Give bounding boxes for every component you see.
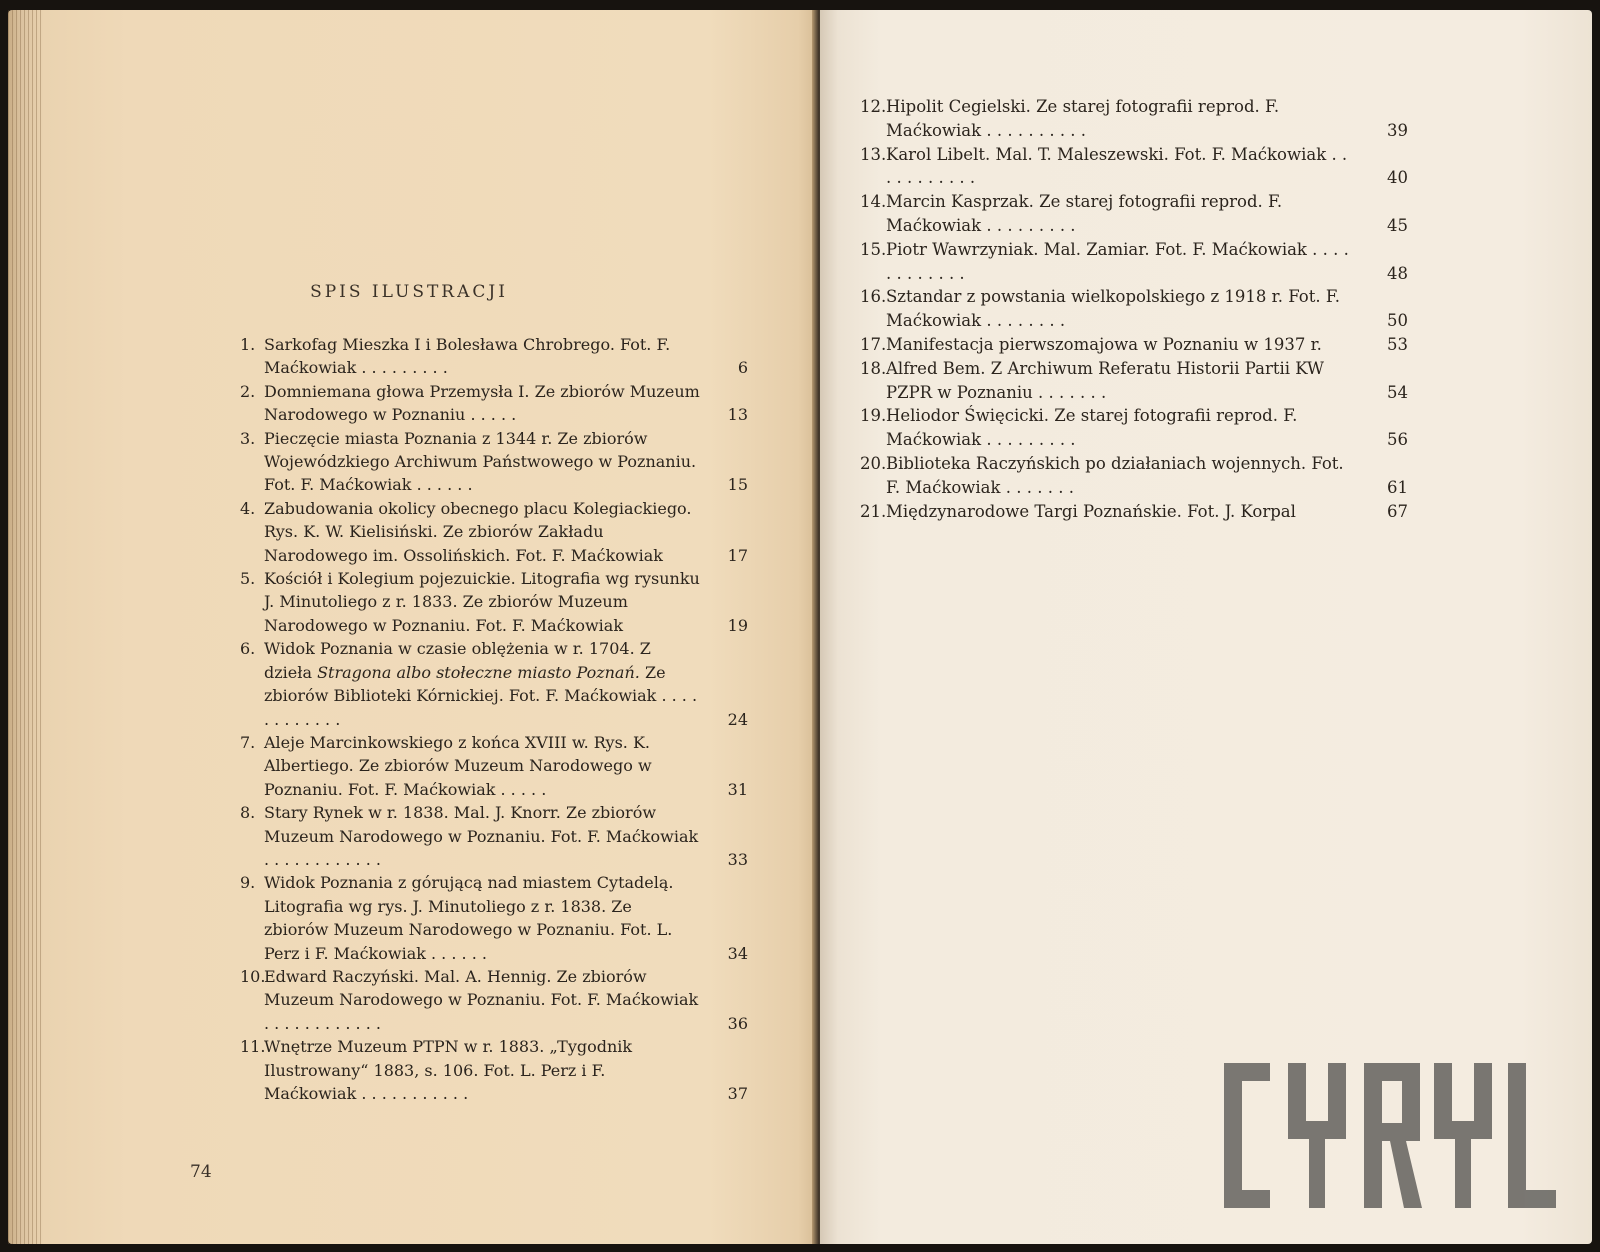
entry-text: Aleje Marcinkowskiego z końca XVIII w. Rys. K. Albertiego. Ze zbiorów Muzeum Narodowego w Poznaniu. Fot. F. Maćkowiak . . . . .	[264, 732, 652, 799]
entry-text: Międzynarodowe Targi Poznańskie. Fot. J. Korpal	[886, 501, 1296, 521]
entry-page: 48	[1387, 263, 1408, 283]
list-item	[860, 357, 1408, 405]
entry-page: 33	[727, 849, 748, 869]
entry-text: Wnętrze Muzeum PTPN w r. 1883. „Tygodnik Ilustrowany“ 1883, s. 106. Fot. L. Perz i F. Maćkowiak . . . . . . . . . . .	[264, 1037, 633, 1103]
list-item	[240, 637, 748, 731]
entry-number: 15.	[860, 239, 887, 259]
entry-number: 3.	[240, 428, 256, 448]
list-item	[860, 404, 1408, 452]
entry-number: 8.	[240, 803, 256, 823]
entry-text: Manifestacja pierwszomajowa w Poznaniu w 1937 r.	[886, 334, 1322, 354]
list-item	[860, 452, 1408, 500]
entry-page: 36	[727, 1013, 748, 1033]
entry-page: 31	[727, 779, 748, 799]
entry-page: 17	[727, 545, 748, 565]
list-item	[240, 1035, 748, 1105]
entry-text: Karol Libelt. Mal. T. Maleszewski. Fot. F. Maćkowiak . . . . . . . . . . .	[886, 144, 1348, 188]
entry-text: Biblioteka Raczyńskich po działaniach wojennych. Fot. F. Maćkowiak . . . . . . .	[886, 453, 1344, 497]
list-item	[240, 380, 748, 427]
entry-page: 50	[1387, 311, 1408, 331]
entry-page: 39	[1387, 120, 1408, 140]
list-item	[860, 500, 1408, 524]
illustration-list-left	[240, 333, 748, 1105]
entry-text-before: Widok Poznania w czasie oblężenia w r. 1704. Z dzieła	[264, 639, 651, 682]
entry-text: Heliodor Święcicki. Ze starej fotografii reprod. F. Maćkowiak . . . . . . . . .	[886, 406, 1298, 450]
list-item	[240, 497, 748, 567]
page-edge-stack	[8, 10, 42, 1244]
entry-number: 21.	[860, 501, 887, 521]
entry-text	[264, 637, 700, 731]
entry-number: 14.	[860, 192, 887, 212]
entry-text: Zabudowania okolicy obecnego placu Kolegiackiego. Rys. K. W. Kielisiński. Ze zbiorów Zakładu Narodowego im. Ossolińskich. Fot. F. Maćkowiak	[264, 498, 692, 565]
entry-text: Sztandar z powstania wielkopolskiego z 1918 r. Fot. F. Maćkowiak . . . . . . . .	[886, 287, 1340, 331]
entry-text: Marcin Kasprzak. Ze starej fotografii reprod. F. Maćkowiak . . . . . . . . .	[886, 192, 1283, 235]
entry-text: Alfred Bem. Z Archiwum Referatu Historii Partii KW PZPR w Poznaniu . . . . . . .	[886, 358, 1324, 402]
entry-page: 61	[1387, 477, 1408, 497]
entry-text: Domniemana głowa Przemysła I. Ze zbiorów Muzeum Narodowego w Poznaniu . . . . .	[264, 381, 700, 425]
entry-number: 5.	[240, 569, 256, 589]
entry-text-italic-title: Stragona albo stołeczne miasto Poznań.	[317, 662, 640, 682]
entry-page: 6	[737, 358, 748, 378]
entry-number: 10.	[240, 966, 266, 986]
entry-text: Kościół i Kolegium pojezuickie. Litografia wg rysunku J. Minutoliego z r. 1833. Ze zbiorów Muzeum Narodowego w Poznaniu. Fot. F. Maćkowiak	[264, 569, 700, 635]
list-item	[240, 333, 748, 380]
list-item	[860, 285, 1408, 333]
entry-page: 24	[727, 709, 748, 729]
entry-number: 20.	[860, 453, 887, 473]
watermark-letters	[1224, 1063, 1556, 1208]
entry-number: 1.	[240, 335, 256, 354]
entry-text: Widok Poznania z górującą nad miastem Cytadelą. Litografia wg rys. J. Minutoliego z r. 1838. Ze zbiorów Muzeum Narodowego w Poznaniu. Fot. L. Perz i F. Maćkowiak . . . . . .	[264, 873, 674, 963]
entry-number: 19.	[860, 406, 887, 426]
list-item	[860, 95, 1408, 143]
entry-number: 11.	[240, 1037, 266, 1057]
entry-number: 12.	[860, 97, 887, 116]
entry-page: 34	[727, 943, 748, 963]
list-item	[240, 567, 748, 637]
entry-page: 19	[727, 615, 748, 635]
entry-number: 13.	[860, 144, 887, 164]
entry-number: 4.	[240, 498, 256, 518]
entry-number: 16.	[860, 287, 887, 307]
entry-number: 2.	[240, 381, 256, 401]
entry-page: 40	[1387, 168, 1408, 188]
entry-number: 17.	[860, 334, 887, 354]
entry-text: Pieczęcie miasta Poznania z 1344 r. Ze zbiorów Wojewódzkiego Archiwum Państwowego w Poznaniu. Fot. F. Maćkowiak . . . . . .	[264, 428, 697, 495]
entry-number: 9.	[240, 873, 256, 893]
entry-number: 6.	[240, 639, 256, 659]
entry-text: Edward Raczyński. Mal. A. Hennig. Ze zbiorów Muzeum Narodowego w Poznaniu. Fot. F. Maćkowiak . . . . . . . . . . . .	[264, 966, 699, 1033]
list-item	[860, 238, 1408, 286]
list-item	[240, 801, 748, 871]
toc-title: SPIS ILUSTRACJI	[310, 282, 508, 302]
page-number: 74	[190, 1162, 212, 1182]
entry-page: 67	[1387, 501, 1408, 521]
list-item	[240, 427, 748, 497]
list-item	[240, 965, 748, 1035]
entry-text: Piotr Wawrzyniak. Mal. Zamiar. Fot. F. Maćkowiak . . . . . . . . . . . .	[886, 239, 1349, 283]
list-item	[240, 731, 748, 801]
entry-text: Sarkofag Mieszka I i Bolesława Chrobrego. Fot. F. Maćkowiak . . . . . . . . .	[264, 335, 671, 378]
entry-text: Hipolit Cegielski. Ze starej fotografii reprod. F. Maćkowiak . . . . . . . . . .	[886, 97, 1280, 140]
list-item	[860, 143, 1408, 191]
entry-page: 53	[1387, 334, 1408, 354]
illustration-list-right	[860, 95, 1408, 523]
entry-page: 13	[727, 405, 748, 425]
list-item	[240, 871, 748, 965]
entry-page: 37	[727, 1084, 748, 1103]
entry-page: 54	[1387, 382, 1408, 402]
entry-page: 45	[1387, 215, 1408, 235]
entry-text: Stary Rynek w r. 1838. Mal. J. Knorr. Ze zbiorów Muzeum Narodowego w Poznaniu. Fot. F. Maćkowiak . . . . . . . . . . . .	[264, 803, 699, 869]
entry-text-after: Ze zbiorów Biblioteki Kórnickiej. Fot. F. Maćkowiak . . . . . . . . . . . .	[264, 662, 698, 729]
entry-number: 7.	[240, 732, 256, 752]
entry-number: 18.	[860, 358, 887, 378]
list-item	[860, 190, 1408, 238]
list-item	[860, 333, 1408, 357]
entry-page: 56	[1387, 430, 1408, 450]
cyryl-watermark-logo	[1224, 1063, 1556, 1208]
entry-page: 15	[727, 475, 748, 495]
